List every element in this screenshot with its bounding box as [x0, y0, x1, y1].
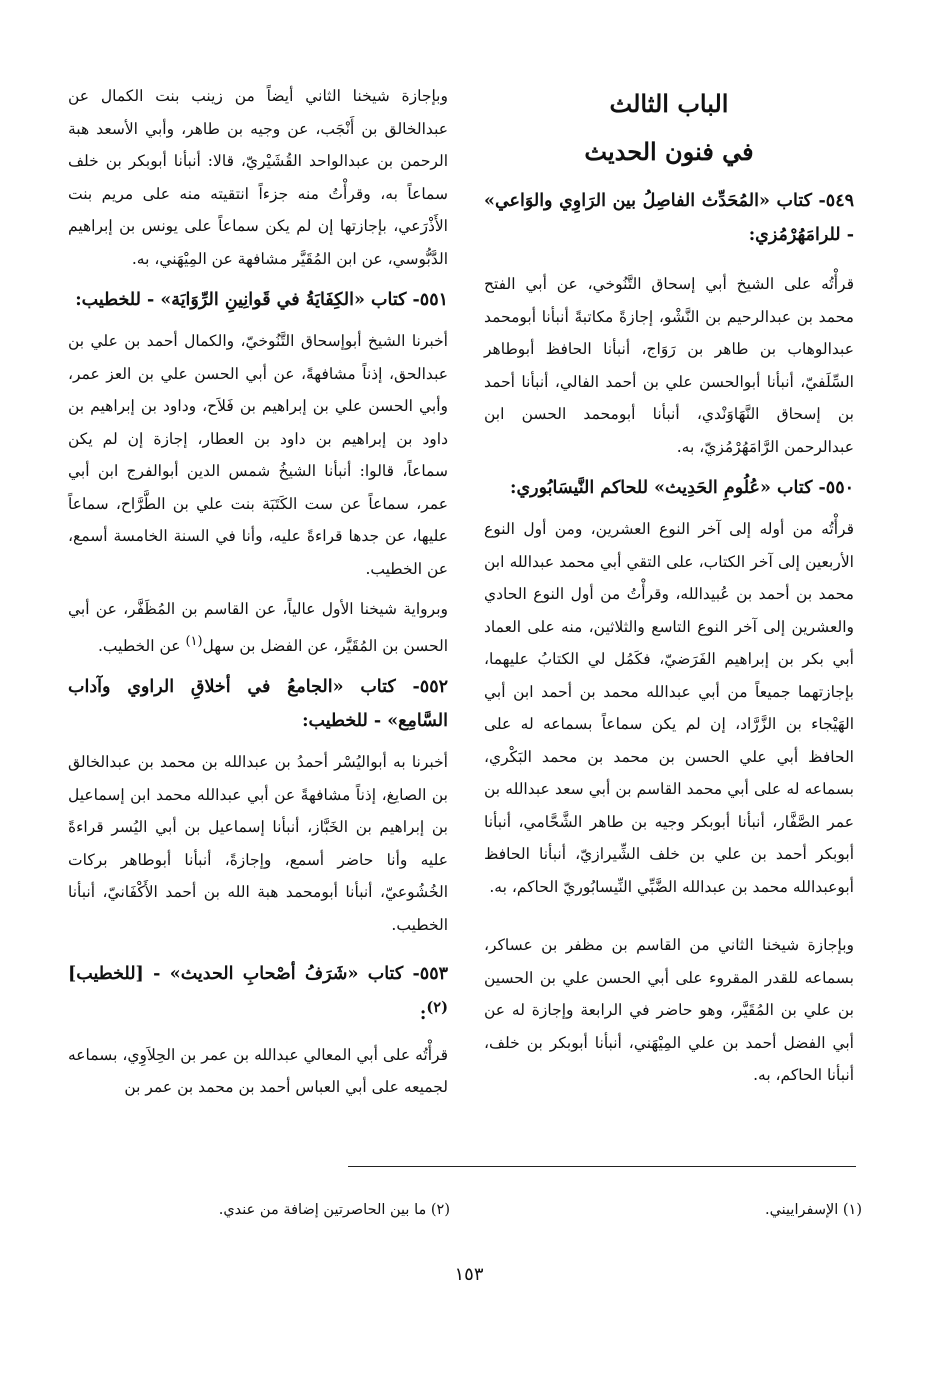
chapter-subtitle: في فنون الحديث [584, 137, 754, 166]
left-column [68, 80, 448, 1104]
spacer [484, 176, 854, 184]
entry-553-heading [68, 957, 448, 1031]
entry-553-text: قرأْتُه على أبي المعالي عبدالله بن عمر بن الحِلاَوِي، بسماعه لجميعه على أبي العباس أحمد بن محمد بن عمر بن [68, 1045, 448, 1097]
spacer [484, 505, 854, 513]
entry-549-text: قرأْتُه على الشيخ أبي إسحاق التَّنُوخي، عن أبي الفتح محمد بن عبدالرحيم بن النَّشْو، إجازةً مكاتبةً أنبأنا أبومحمد عبدالوهاب بن طاهر بن رَوَاج، أنبأنا الحافظ أبوطاهر السِّلَفيّ، أنبأنا أبوالحسن علي بن أحمد الفالي، أنبأنا أحمد بن إسحاق النَّهَاوَنْدي، أنبأنا أبومحمد الحسن ابن عبدالرحمن الرَّامَهُرْمُزيّ، به. [484, 275, 854, 456]
footnote-ref-2: (٢) [426, 999, 448, 1017]
spacer [68, 275, 448, 283]
footnote-2: (٢) ما بين الحاصرتين إضافة من عندي. [218, 1202, 450, 1218]
footnote-ref-1: (١) [185, 633, 203, 649]
page-number: ١٥٣ [454, 1264, 484, 1285]
spacer [484, 903, 854, 929]
footnote-divider [348, 1166, 856, 1167]
entry-550-heading: ٥٥٠- كتاب «عُلُومِ الحَدِيث» للحاكم النَّيسَابُوري: [509, 478, 854, 498]
entry-550-text: قرأْتُه من أوله إلى آخر النوع العشرين، ومن أول النوع الأربعين إلى آخر الكتاب، على التقي أبي محمد عبدالله ابن محمد بن أحمد بن عُبيدالله، وقرأْتُ من أول النوع الحادي والعشرين إلى آخر النوع التاسع والثلاثين، منه على العماد أبي بكر بن إبراهيم الفَرَضيّ، فكَمُل لي الكتابُ عليهما، بإجازتهما جميعاً من أبي عبدالله محمد بن أحمد ابن أبي الهَيْجاء بن الزَّرَّاد، إن لم يكن سماعاً بسماعه له على الحافظ أبي علي الحسن بن محمد بن محمد البَكْري، بسماعه له على أبي محمد القاسم بن أبي سعد عبدالله بن عمر الصَّفَّار، أنبأنا أبوبكر وجيه بن طاهر الشَّحَّامي، أنبأنا أبوبكر أحمد بن علي بن خلف الشِّيرازيّ، أنبأنا الحافظ أبوعبدالله محمد بن عبدالله الضَّبِّي النِّيسابُوريّ الحاكم، به. [484, 520, 854, 896]
footnote-1: (١) الإسفراييني. [764, 1202, 862, 1218]
spacer [484, 252, 854, 268]
entry-549-heading: ٥٤٩- كتاب «المُحَدِّث الفاصِلُ بين الرَاوِي والوَاعي» - للرامَهُرْمُزي: [484, 191, 854, 245]
entry-551-text-2 [68, 593, 448, 662]
spacer [484, 463, 854, 471]
entry-553-heading-end: : [419, 1003, 427, 1024]
entry-552-heading: ٥٥٢- كتاب «الجامعُ في أخلاقِ الراوي وآداب السَّامِع» - للخطيب: [68, 677, 448, 732]
entry-551-heading: ٥٥١- كتاب «الكِفَايَةُ في قَوانِينِ الرِّوَايَة» - للخطيب: [75, 290, 448, 310]
spacer [68, 585, 448, 593]
spacer [68, 317, 448, 325]
spacer [68, 1031, 448, 1039]
entry-551-text-2-body: وبرواية شيخنا الأول عالياً، عن القاسم بن المُظَفَّر، عن أبي الحسن بن المُقَيَّر، عن الفضل بن سهل [68, 600, 448, 655]
spacer [68, 738, 448, 746]
entry-551-text-2-end: عن الخطيب. [98, 636, 186, 655]
intro-text: وبإجازة شيخنا الثاني أيضاً من زينب بنت الكمال عن عبدالخالق بن أَنْجَب، عن وجيه بن طاهر، وأبي الأسعد هبة الرحمن بن عبدالواحد القُشَيْريّ، قالا: أنبأنا أبوبكر بن خلف سماعاً به، وقرأْتُ منه جزءاً انتقيته منه على مريم بنت الأَذْرَعي، بإجازتها إن لم يكن سماعاً على يونس بن إبراهيم الدَّبُّوسي، عن ابن المُقَيَّر مشافهة عن المِيْهَني، به. [68, 87, 448, 268]
entry-550-text-2: وبإجازة شيخنا الثاني من القاسم بن مظفر بن عساكر، بسماعه للقدر المقروء على أبي الحسن علي بن الحسين بن علي بن المُقَيَّر، وهو حاضر في الرابعة وإجازة له عن أبي الفضل أحمد بن علي المِيْهَني، أنبأنا أبوبكر بن خلف، أنبأنا الحاكم، به. [484, 936, 854, 1084]
spacer [68, 941, 448, 957]
entry-553-heading-body: ٥٥٣- كتاب «شَرَفُ أصْحابِ الحديث» - [للخطيب] [68, 964, 448, 985]
right-column [484, 80, 854, 1092]
chapter-title: الباب الثالث [609, 89, 729, 118]
spacer [68, 662, 448, 670]
entry-552-text: أخبرنا به أبواليُسْر أحمدُ بن عبدالله بن محمد بن عبدالخالق بن الصايغ، إذناً مشافهةً عن أبي عبدالله محمد ابن إسماعيل بن إبراهيم بن الخَبَّاز، أنبأنا إسماعيل بن أبي اليُسر قراءةً عليه وأنا حاضر أسمع، وإجازةً، أنبأنا أبوطاهر بركات الخُشُوعيّ، أنبأنا أبومحمد هبة الله بن أحمد الأَكْفَانيّ، أنبأنا الخطيب. [68, 753, 448, 934]
entry-551-text: أخبرنا الشيخ أبوإسحاق التَّنُوخيّ، والكمال أحمد بن علي بن عبدالحق، إذناً مشافهةً، عن أبي الحسن علي بن العز عمر، وأبي الحسن علي بن إبراهيم بن فَلاَح، وداود بن إبراهيم بن داود بن إبراهيم بن داود بن العطار، إجازة إن لم يكن سماعاً، قالوا: أنبأنا الشيخُ شمس الدين أبوالفرج ابن أبي عمر، سماعاً عن ست الكَتَبَة بنت علي بن الطَّرَّاح، سماعاً عليها، عن جدها قراءةً عليه، وأنا في السنة الخامسة أسمع، عن الخطيب. [68, 332, 448, 578]
